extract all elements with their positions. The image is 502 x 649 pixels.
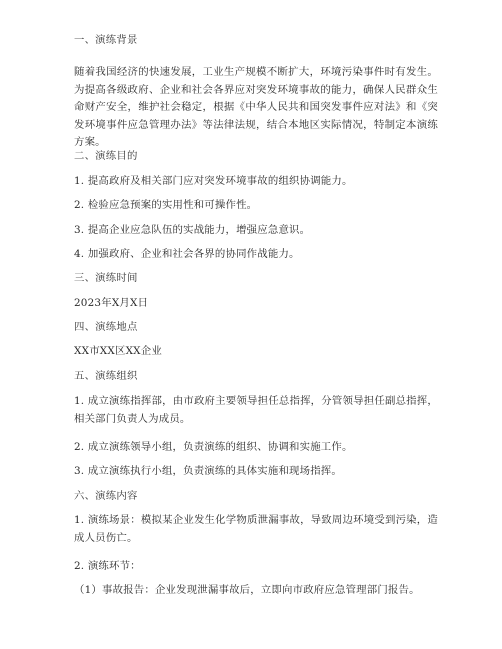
section-heading-location: 四、演练地点: [74, 321, 138, 333]
list-item-organization-3: 3. 成立演练执行小组，负责演练的具体实施和现场指挥。: [74, 465, 342, 477]
list-item-purpose-3: 3. 提高企业应急队伍的实战能力，增强应急意识。: [74, 224, 311, 236]
list-item-purpose-2: 2. 检验应急预案的实用性和可操作性。: [74, 199, 258, 211]
paragraph-location: XX市XX区XX企业: [74, 345, 162, 357]
section-heading-content: 六、演练内容: [74, 490, 138, 502]
section-heading-time: 三、演练时间: [74, 272, 138, 284]
section-heading-background: 一、演练背景: [74, 34, 138, 46]
list-item-content-1: 1. 演练场景：模拟某企业发生化学物质泄漏事故，导致周边环境受到污染，造成人员伤亡。: [74, 514, 438, 544]
list-item-purpose-4: 4. 加强政府、企业和社会各界的协同作战能力。: [74, 248, 300, 260]
list-item-content-2-1: （1）事故报告：企业发现泄漏事故后，立即向市政府应急管理部门报告。: [74, 584, 420, 596]
section-heading-organization: 五、演练组织: [74, 370, 138, 382]
section-heading-purpose: 二、演练目的: [74, 150, 138, 162]
list-item-organization-2: 2. 成立演练领导小组，负责演练的组织、协调和实施工作。: [74, 441, 353, 453]
paragraph-time: 2023年X月X日: [74, 297, 149, 309]
list-item-content-2: 2. 演练环节：: [74, 560, 141, 572]
list-item-purpose-1: 1. 提高政府及相关部门应对突发环境事故的组织协调能力。: [74, 175, 353, 187]
list-item-organization-1: 1. 成立演练指挥部，由市政府主要领导担任总指挥，分管领导担任副总指挥，相关部门负责人为成员。: [74, 395, 438, 425]
paragraph-background: 随着我国经济的快速发展，工业生产规模不断扩大，环境污染事件时有发生。为提高各级政府、企业和社会各界应对突发环境事故的能力，确保人民群众生命财产安全，维护社会稳定，根据《中华人民共和国突发事件应对法》和《突发环境事件应急管理办法》等法律法规，结合本地区实际情况，特制定本演练方案。: [74, 66, 438, 148]
